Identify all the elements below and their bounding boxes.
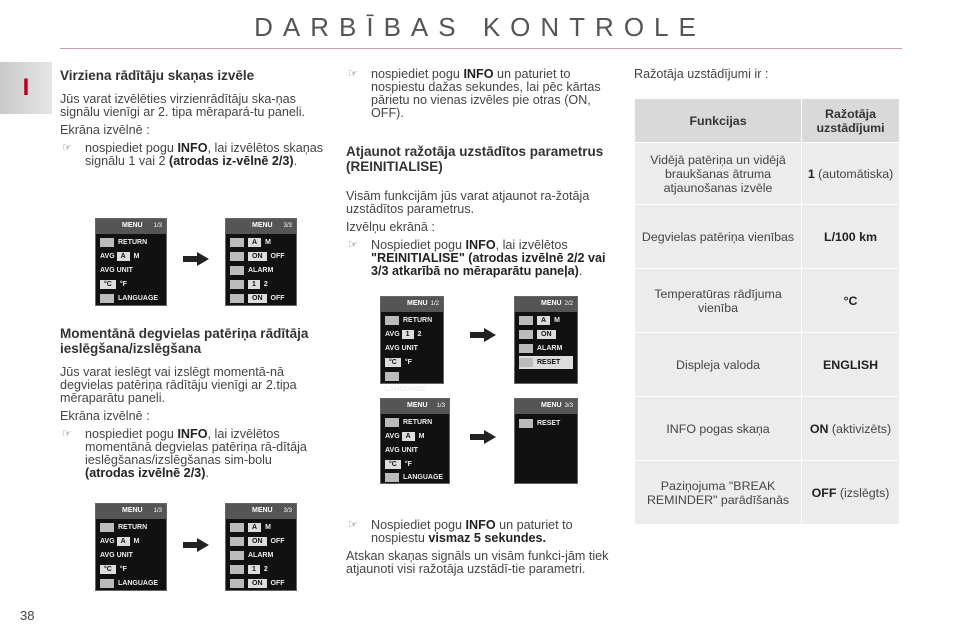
list-item: ☞ nospiediet pogu INFO, lai izvēlētos momentānā degvielas patēriņa rā-dītāja ieslēgšanas/izslēgšanas sim-bolu (atrodas izvēlnē 2/3). <box>62 427 307 480</box>
table-cell: Temperatūras rādījuma vienība <box>635 269 802 333</box>
paragraph: Ekrāna izvēlnē : <box>60 123 150 137</box>
table-cell: Displeja valoda <box>635 333 802 397</box>
section-title-turn-signal: Virziena rādītāju skaņas izvēle <box>60 68 255 83</box>
paragraph: Izvēlņu ekrānā : <box>346 220 435 234</box>
page-number: 38 <box>20 608 35 623</box>
table-header-row <box>635 99 900 143</box>
table-cell: Degvielas patēriņa vienības <box>635 205 802 269</box>
arrow-right-icon <box>183 252 209 266</box>
column-2 <box>346 68 616 283</box>
section-title-reset: Atjaunot ražotāja uzstādītos parametrus (REINITIALISE) <box>346 144 604 174</box>
list-item: ☞ nospiediet pogu INFO un paturiet to nospiestu dažas sekundes, lai pēc kārtas pārietu no vienas izvēles pie otras (ON, OFF). <box>348 67 601 120</box>
table-cell: L/100 km <box>802 205 900 269</box>
arrow-right-icon <box>183 538 209 552</box>
table-header-cell: Funkcijas <box>635 99 802 143</box>
paragraph: Visām funkcijām jūs varat atjaunot ra-žotāja uzstādītos parametrus. <box>346 189 590 216</box>
table-cell: INFO pogas skaņa <box>635 397 802 461</box>
column-3-intro: Ražotāja uzstādījumi ir : <box>634 67 769 81</box>
arrow-right-icon <box>470 328 496 342</box>
column-1 <box>60 68 325 173</box>
display-screen-menu-3-3: MENU 3/3 A M ON OFF ALARM 1 2 ON OFF <box>225 503 297 591</box>
table-cell: °C <box>802 269 900 333</box>
display-screen-menu-1-3: MENU 1/3 RETURN AVG A M AVG UNIT °C °F LANGUAGE <box>95 218 167 306</box>
chapter-tab <box>0 62 52 114</box>
pointer-icon: ☞ <box>348 519 358 531</box>
page-title: DARBĪBAS KONTROLE <box>254 12 706 42</box>
table-row <box>635 205 900 269</box>
display-screen-menu-3-3-reset: MENU 3/3 RESET <box>514 398 578 484</box>
list-item: ☞ Nospiediet pogu INFO un paturiet to nospiestu vismaz 5 sekundes. <box>348 518 573 545</box>
column-1-lower <box>60 326 325 485</box>
table-cell: OFF (izslēgts) <box>802 461 900 525</box>
display-screen-menu-1-3: MENU 1/3 RETURN AVG A M AVG UNIT °C °F LANGUAGE <box>95 503 167 591</box>
table-header-cell: Ražotāja uzstādījumi <box>802 99 900 143</box>
header-divider <box>60 48 902 49</box>
table-row <box>635 333 900 397</box>
pointer-icon: ☞ <box>348 239 358 251</box>
paragraph: Ekrāna izvēlnē : <box>60 409 150 423</box>
table-row <box>635 461 900 525</box>
chapter-tab-label: I <box>22 74 30 101</box>
list-item: ☞ nospiediet pogu INFO, lai izvēlētos skaņas signālu 1 vai 2 (atrodas iz-vēlnē 2/3). <box>62 141 324 168</box>
pointer-icon: ☞ <box>62 142 72 154</box>
arrow-right-icon <box>470 430 496 444</box>
table-row <box>635 397 900 461</box>
table-cell: 1 (automātiska) <box>802 143 900 205</box>
display-screen-menu-1-3: MENU 1/3 RETURN AVG A M AVG UNIT °C °F LANGUAGE <box>380 398 450 484</box>
table-cell: Vidējā patēriņa un vidējā braukšanas ātruma atjaunošanas izvēle <box>635 143 802 205</box>
table-cell: ON (aktivizēts) <box>802 397 900 461</box>
table-cell: Paziņojuma "BREAK REMINDER" parādīšanās <box>635 461 802 525</box>
list-item: ☞ Nospiediet pogu INFO, lai izvēlētos "REINITIALISE" (atrodas izvēlnē 2/2 vai 3/3 atkarībā no mēraparātu paneļa). <box>348 238 606 278</box>
column-2-lower <box>346 519 616 581</box>
table-row <box>635 269 900 333</box>
display-screen-menu-3-3: MENU 3/3 A M ON OFF ALARM 1 2 ON OFF <box>225 218 297 306</box>
paragraph: Jūs varat izvēlēties virzienrādītāju ska-ņas signālu vienīgi ar 2. tipa mērapará-tu paneli. <box>60 92 306 119</box>
section-title-fuel-consumption: Momentānā degvielas patēriņa rādītāja ieslēgšana/izslēgšana <box>60 326 309 356</box>
display-screen-menu-1-2: MENU 1/2 RETURN AVG 1 2 AVG UNIT °C °F LANGUAGE <box>380 296 444 384</box>
paragraph: Atskan skaņas signāls un visām funkci-jām tiek atjaunoti visi ražotāja uzstādī-tie parametri. <box>346 549 609 576</box>
factory-settings-table <box>634 98 900 525</box>
pointer-icon: ☞ <box>348 68 358 80</box>
paragraph: Jūs varat ieslēgt vai izslēgt momentā-nā degvielas patēriņa rādītāju vienīgi ar 2.tipa mēraparātu paneli. <box>60 365 297 405</box>
table-row <box>635 143 900 205</box>
display-screen-menu-2-2: MENU 2/2 A M ON ALARM RESET <box>514 296 578 384</box>
table-cell: ENGLISH <box>802 333 900 397</box>
pointer-icon: ☞ <box>62 428 72 440</box>
